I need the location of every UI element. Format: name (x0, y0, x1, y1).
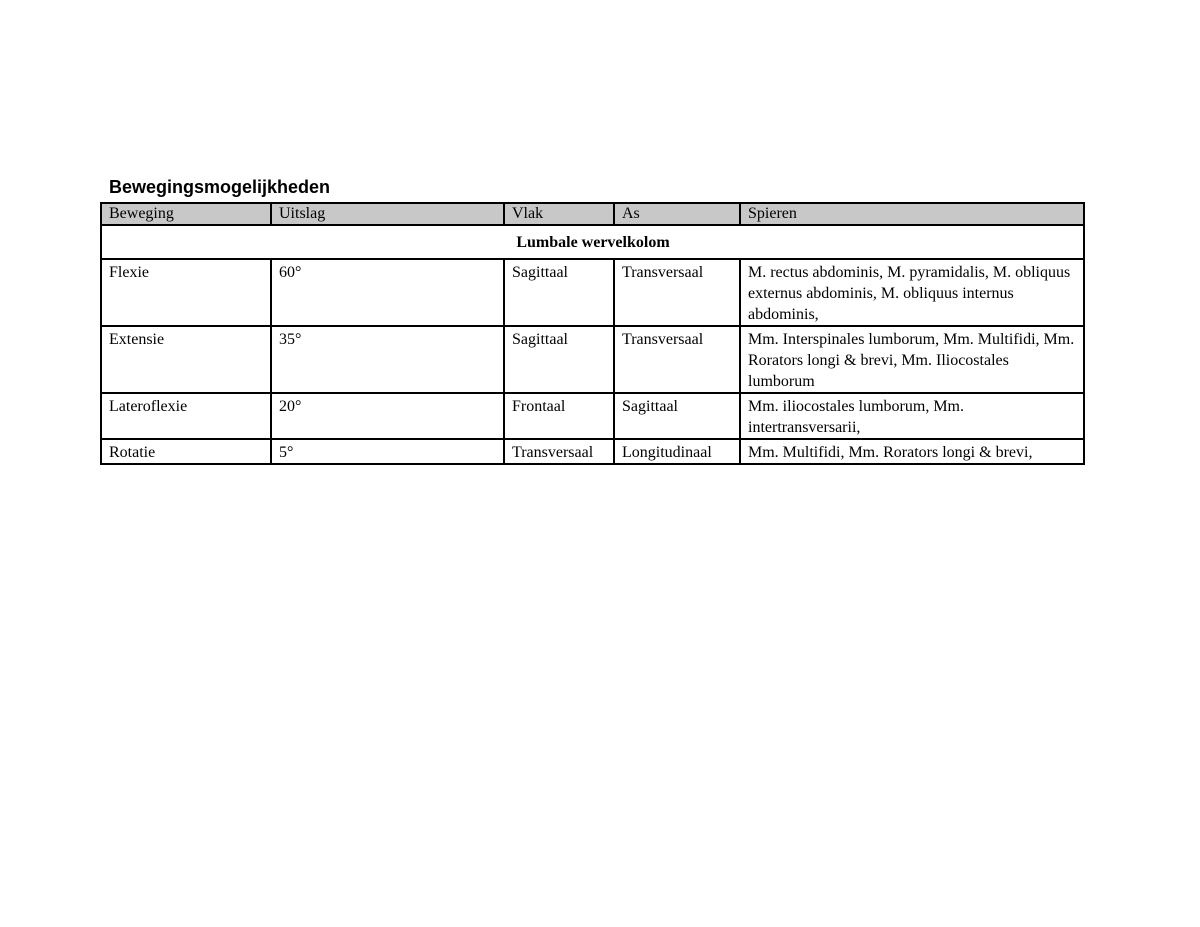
header-beweging: Beweging (101, 203, 271, 225)
cell-uitslag: 60° (271, 259, 504, 326)
cell-uitslag: 20° (271, 393, 504, 439)
table-row (101, 439, 1084, 464)
table-row (101, 259, 1084, 326)
header-as: As (614, 203, 740, 225)
cell-uitslag: 5° (271, 439, 504, 464)
header-uitslag: Uitslag (271, 203, 504, 225)
cell-beweging: Extensie (101, 326, 271, 393)
cell-vlak: Sagittaal (504, 326, 614, 393)
table-header-row (101, 203, 1084, 225)
movement-table (100, 202, 1085, 465)
cell-beweging: Lateroflexie (101, 393, 271, 439)
cell-vlak: Frontaal (504, 393, 614, 439)
cell-as: Transversaal (614, 259, 740, 326)
cell-beweging: Flexie (101, 259, 271, 326)
cell-spieren: M. rectus abdominis, M. pyramidalis, M. obliquus externus abdominis, M. obliquus internus abdominis, (740, 259, 1084, 326)
cell-as: Transversaal (614, 326, 740, 393)
header-vlak: Vlak (504, 203, 614, 225)
table-section-row (101, 225, 1084, 259)
cell-vlak: Sagittaal (504, 259, 614, 326)
header-spieren: Spieren (740, 203, 1084, 225)
cell-spieren: Mm. iliocostales lumborum, Mm. intertransversarii, (740, 393, 1084, 439)
cell-as: Longitudinaal (614, 439, 740, 464)
cell-spieren: Mm. Interspinales lumborum, Mm. Multifidi, Mm. Rorators longi & brevi, Mm. Iliocostales lumborum (740, 326, 1084, 393)
table-row (101, 393, 1084, 439)
cell-vlak: Transversaal (504, 439, 614, 464)
cell-beweging: Rotatie (101, 439, 271, 464)
table-row (101, 326, 1084, 393)
section-label: Lumbale wervelkolom (101, 225, 1084, 259)
page-title: Bewegingsmogelijkheden (109, 177, 331, 197)
cell-as: Sagittaal (614, 393, 740, 439)
cell-uitslag: 35° (271, 326, 504, 393)
cell-spieren: Mm. Multifidi, Mm. Rorators longi & brevi, (740, 439, 1084, 464)
